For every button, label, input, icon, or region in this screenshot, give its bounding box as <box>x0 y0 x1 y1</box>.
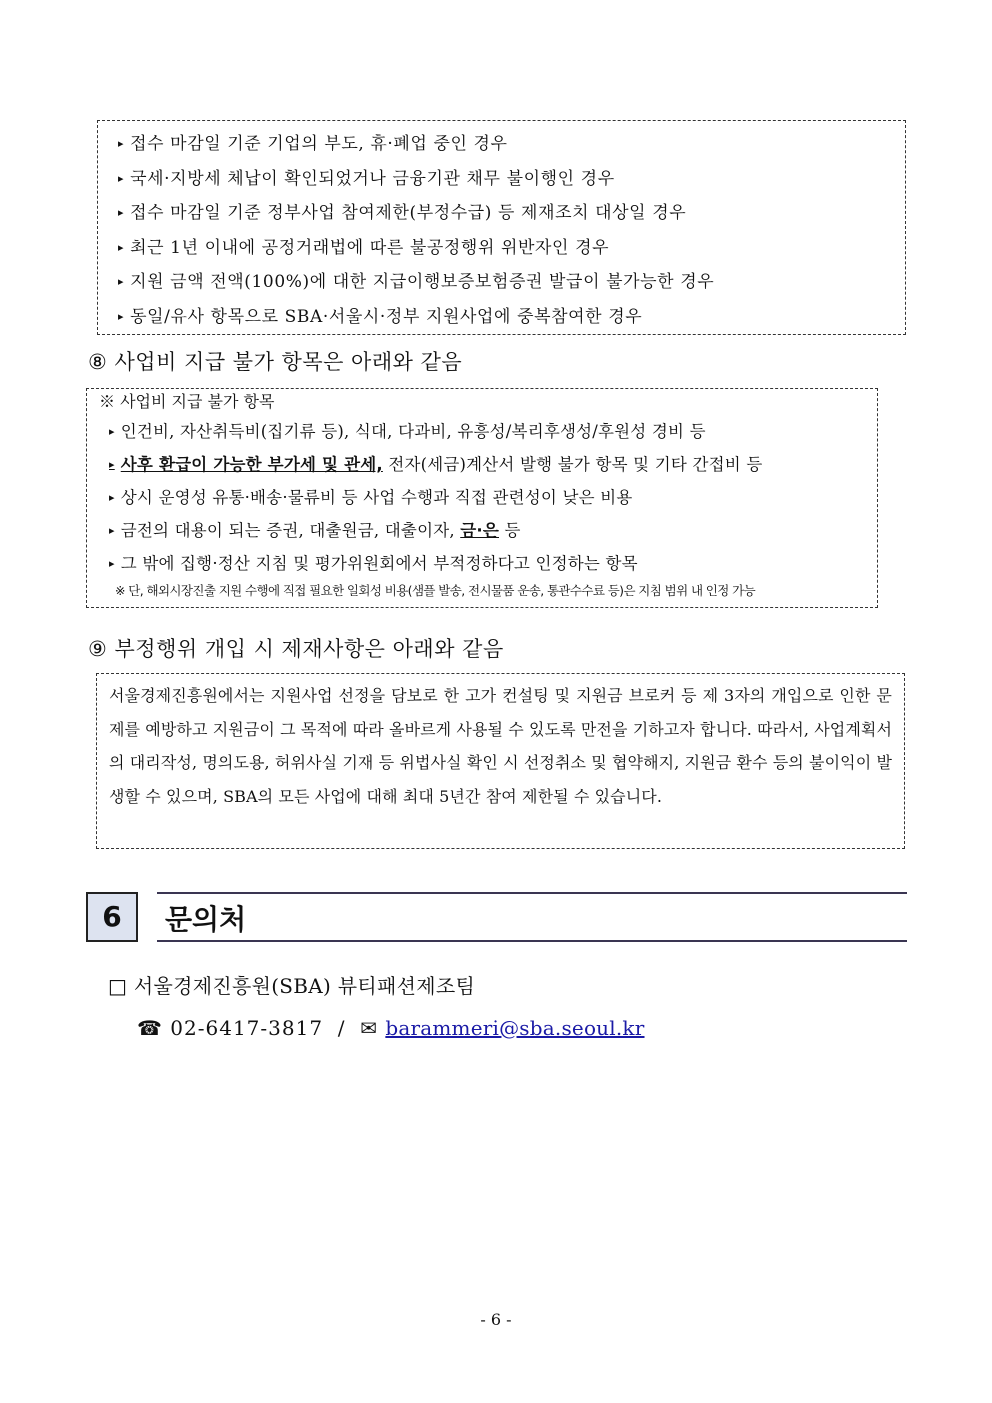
triangle-bullet-icon: ▸ <box>109 491 115 504</box>
section-number-badge: 6 <box>86 892 138 942</box>
list-item: ▸ 국세·지방세 체납이 확인되었거나 금융기관 채무 불이행인 경우 <box>118 162 905 197</box>
emphasis-text: 금·은 <box>460 521 499 540</box>
section-title-bar <box>157 892 907 942</box>
triangle-bullet-icon: ▸ <box>118 171 125 185</box>
list-item: ▸ 그 밖에 집행·정산 지침 및 평가위원회에서 부적정하다고 인정하는 항목 <box>95 547 877 580</box>
note-heading: ※ 사업비 지급 불가 항목 <box>99 392 275 411</box>
phone-number: 02-6417-3817 <box>170 1016 324 1040</box>
triangle-bullet-icon: ▸ <box>109 425 115 438</box>
triangle-bullet-icon: ▸ <box>118 275 125 289</box>
mail-icon: ✉ <box>360 1016 378 1040</box>
triangle-bullet-icon: ▸ <box>109 524 115 537</box>
ineligibility-box <box>97 120 906 335</box>
triangle-bullet-icon: ▸ <box>118 240 125 254</box>
section9-heading: ⑨ 부정행위 개입 시 제재사항은 아래와 같음 <box>88 637 504 661</box>
triangle-bullet-icon: ▸ <box>118 309 125 323</box>
list-item: ▸ 접수 마감일 기준 기업의 부도, 휴·폐업 중인 경우 <box>118 127 905 162</box>
list-item: ▸ 동일/유사 항목으로 SBA·서울시·정부 지원사업에 중복참여한 경우 <box>118 300 905 335</box>
contact-line <box>137 1016 645 1040</box>
list-item: ▸ 인건비, 자산취득비(집기류 등), 식대, 다과비, 유흥성/복리후생성/후원성 경비 등 <box>95 415 877 448</box>
list-item: ▸ 최근 1년 이내에 공정거래법에 따른 불공정행위 위반자인 경우 <box>118 231 905 266</box>
section-title: 문의처 <box>165 903 247 936</box>
section8-heading: ⑧ 사업비 지급 불가 항목은 아래와 같음 <box>88 350 463 374</box>
contact-organization: □ 서울경제진흥원(SBA) 뷰티패션제조팀 <box>108 974 476 998</box>
sanctions-paragraph: 서울경제진흥원에서는 지원사업 선정을 담보로 한 고가 컨설팅 및 지원금 브로커 등 제 3자의 개입으로 인한 문제를 예방하고 지원금이 그 목적에 따라 올바르게 사용될 수 있도록 만전을 기하고자 합니다. 따라서, 사업계획서의 대리작성, 명의도용, 허위사실 기재 등 위법사실 확인 시 선정취소 및 협약해지, 지원금 환수 등의 불이익이 발생할 수 있으며, SBA의 모든 사업에 대해 최대 5년간 참여 제한될 수 있습니다. <box>109 686 892 806</box>
list-item: ▸ 접수 마감일 기준 정부사업 참여제한(부정수급) 등 제재조치 대상일 경우 <box>118 196 905 231</box>
phone-icon: ☎ <box>137 1016 163 1040</box>
sanctions-box <box>96 673 905 849</box>
email-link[interactable]: barammeri@sba.seoul.kr <box>385 1016 645 1040</box>
list-item: ▸ 사후 환급이 가능한 부가세 및 관세, 전자(세금)계산서 발행 불가 항목 및 기타 간접비 등 <box>95 448 877 481</box>
triangle-bullet-icon: ▸ <box>118 137 125 150</box>
separator: / <box>337 1016 346 1040</box>
triangle-bullet-icon: ▸ <box>109 557 115 570</box>
triangle-bullet-icon: ▸ <box>118 206 125 220</box>
footnote: ※ 단, 해외시장진출 지원 수행에 직접 필요한 일회성 비용(샘플 발송, 전시물품 운송, 통관수수료 등)은 지침 범위 내 인정 가능 <box>115 583 756 598</box>
emphasis-text: 사후 환급이 가능한 부가세 및 관세, <box>120 455 383 474</box>
triangle-bullet-icon: ▸ <box>109 458 115 471</box>
list-item: ▸ 상시 운영성 유통·배송·물류비 등 사업 수행과 직접 관련성이 낮은 비용 <box>95 481 877 514</box>
list-item: ▸ 금전의 대용이 되는 증권, 대출원금, 대출이자, 금·은 등 <box>95 514 877 547</box>
non-payable-items-box <box>86 388 878 608</box>
page-number: - 6 - <box>480 1310 512 1329</box>
list-item: ▸ 지원 금액 전액(100%)에 대한 지급이행보증보험증권 발급이 불가능한 경우 <box>118 265 905 300</box>
